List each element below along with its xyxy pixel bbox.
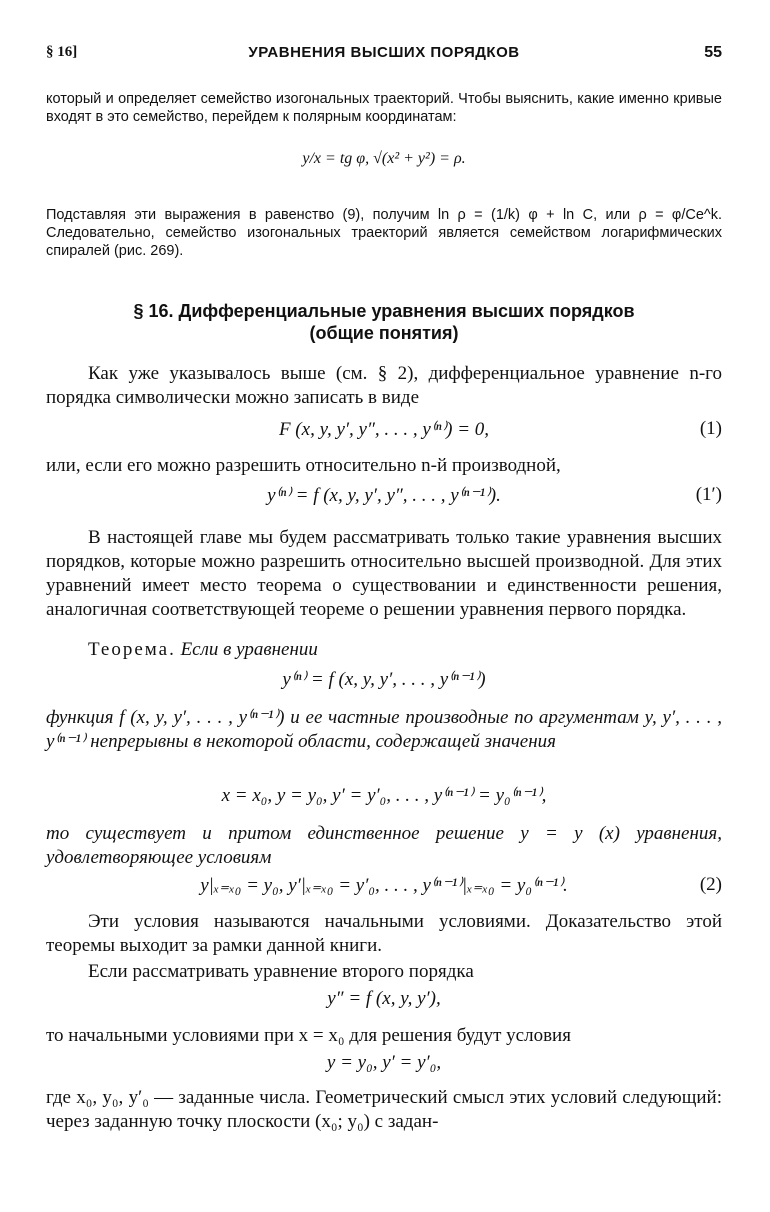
theorem-end: то существует и притом единственное решение y = y (x) уравнения, удовлетворяющее условиям: [46, 823, 722, 868]
equation-2-text: y|ₓ₌ₓ₀ = y₀, y′|ₓ₌ₓ₀ = y′₀, . . . , y⁽ⁿ⁻¹⁾|ₓ₌ₓ₀ = y₀⁽ⁿ⁻¹⁾.: [200, 875, 568, 896]
theorem-label: Теорема.: [88, 639, 176, 660]
section-paragraph-5: Если рассматривать уравнение второго порядка: [88, 961, 474, 982]
header-title: УРАВНЕНИЯ ВЫСШИХ ПОРЯДКОВ: [248, 44, 520, 61]
equation-initial: y = y₀, y′ = y′₀,: [326, 1052, 442, 1073]
theorem-intro-text: Если в уравнении: [180, 639, 318, 660]
section-paragraph-6: то начальными условиями при x = x₀ для решения будут условия: [46, 1025, 571, 1046]
equation-1-prime-number: (1′): [695, 484, 722, 505]
section-paragraph-1: Как уже указывалось выше (см. § 2), дифференциальное уравнение n-го порядка символически можно записать в виде: [46, 363, 722, 408]
section-paragraph-7: где x₀, y₀, y′₀ — заданные числа. Геометрический смысл этих условий следующий: через заданную точку плоскости (x₀; y₀) с задан-: [46, 1087, 722, 1132]
section-heading-line-1: § 16. Дифференциальные уравнения высших порядков: [133, 301, 635, 321]
section-paragraph-3: В настоящей главе мы будем рассматривать только такие уравнения высших порядков, которые можно разрешить относительно высшей производной. Для этих уравнений имеет место теорема о существовании и единственности решения, аналогичная соответствующей теореме о решении уравнения первого порядка.: [46, 527, 722, 620]
section-heading-line-2: (общие понятия): [309, 323, 459, 343]
section-paragraph-2: или, если его можно разрешить относительно n-й производной,: [46, 455, 561, 476]
equation-values: x = x₀, y = y₀, y′ = y′₀, . . . , y⁽ⁿ⁻¹⁾ = y₀⁽ⁿ⁻¹⁾,: [221, 785, 547, 806]
section-paragraph-4: Эти условия называются начальными условиями. Доказательство этой теоремы выходит за рамки данной книги.: [46, 911, 722, 956]
equation-1: [46, 418, 722, 441]
equation-2: [46, 874, 722, 897]
equation-2-number: (2): [699, 874, 722, 895]
formula-polar: y/x = tg φ, √(x² + y²) = ρ.: [302, 150, 466, 167]
section-heading: [46, 300, 722, 344]
theorem-intro: [46, 638, 722, 662]
equation-1-number: (1): [699, 418, 722, 439]
header-section: § 16]: [46, 44, 78, 60]
page-number: 55: [704, 44, 722, 61]
running-header: [46, 44, 722, 68]
equation-1-prime-text: y⁽ⁿ⁾ = f (x, y, y′, y″, . . . , y⁽ⁿ⁻¹⁾).: [267, 485, 501, 506]
equation-second-order: y″ = f (x, y, y′),: [327, 988, 441, 1009]
theorem-body: функция f (x, y, y′, . . . , y⁽ⁿ⁻¹⁾) и ее частные производные по аргументам y, y′, . . . , y⁽ⁿ⁻¹⁾ непрерывны в некоторой области, содержащей значения: [46, 707, 722, 752]
intro-paragraph-1: который и определяет семейство изогональных траекторий. Чтобы выяснить, какие именно кривые входят в это семейство, перейдем к полярным координатам:: [46, 91, 722, 125]
intro-paragraph-2: Подставляя эти выражения в равенство (9), получим ln ρ = (1/k) φ + ln C, или ρ = φ/Ce^k. Следовательно, семейство изогональных траекторий является семейством логарифмических спиралей (рис. 269).: [46, 207, 722, 259]
equation-theorem: y⁽ⁿ⁾ = f (x, y, y′, . . . , y⁽ⁿ⁻¹⁾): [282, 669, 486, 690]
equation-1-text: F (x, y, y′, y″, . . . , y⁽ⁿ⁾) = 0,: [278, 419, 490, 440]
equation-1-prime: [46, 484, 722, 507]
